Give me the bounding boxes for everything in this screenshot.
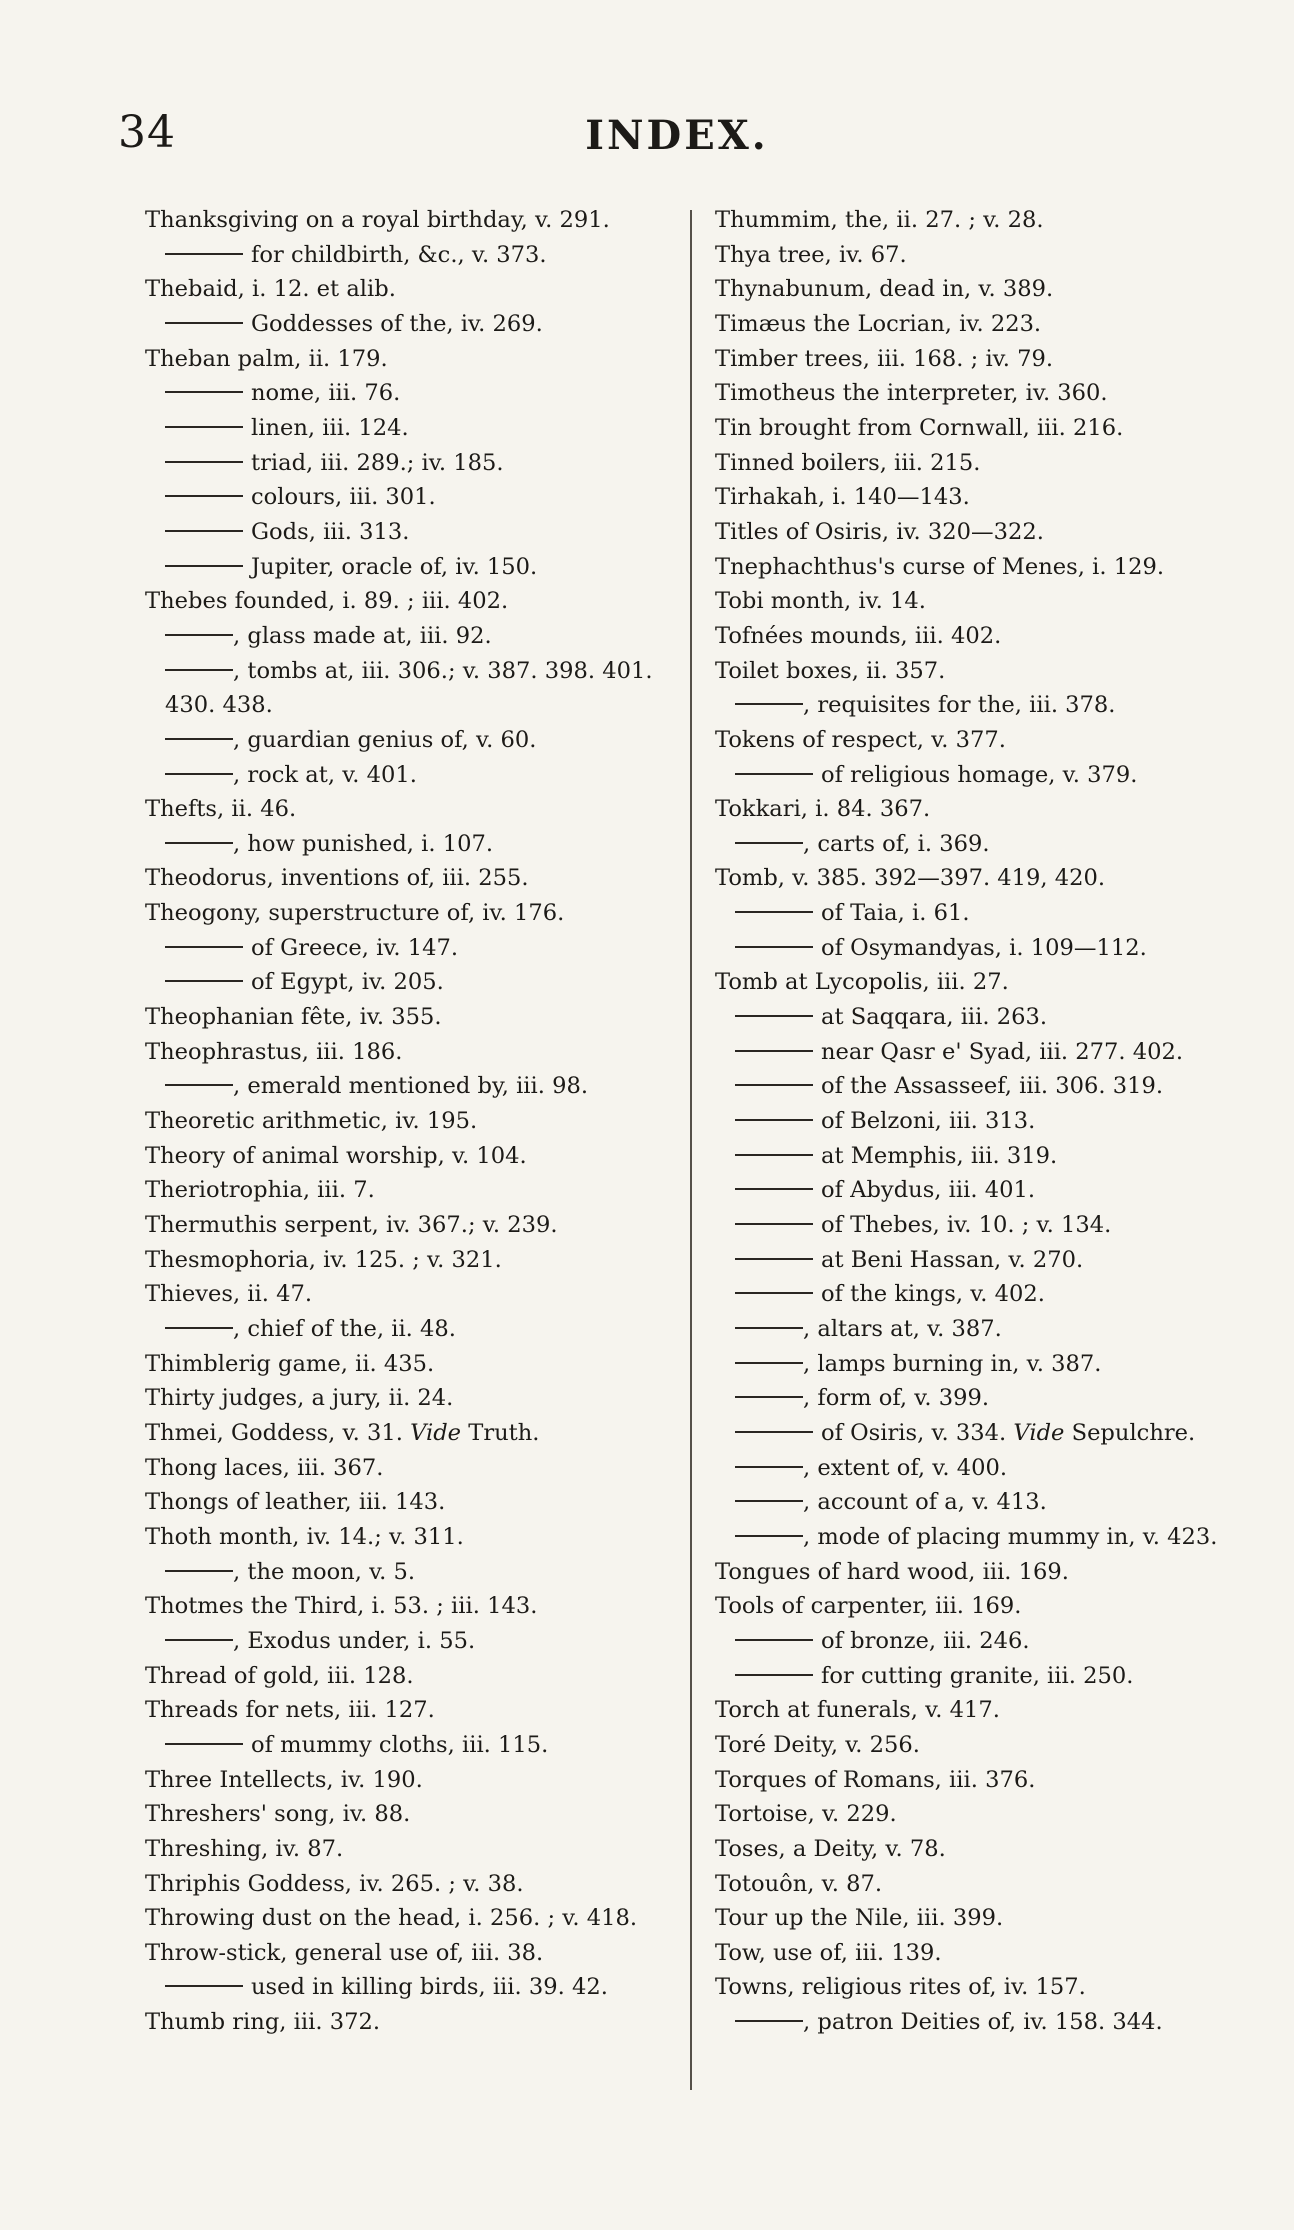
ditto-dash bbox=[165, 773, 233, 775]
index-entry-text: Thefts, ii. 46. bbox=[145, 796, 297, 823]
index-entry-text: Thread of gold, iii. 128. bbox=[145, 1662, 414, 1689]
index-entry bbox=[715, 515, 1255, 550]
ditto-dash bbox=[165, 1327, 233, 1329]
index-column-left bbox=[145, 203, 690, 2040]
index-entry bbox=[715, 376, 1255, 411]
index-entry bbox=[715, 1797, 1255, 1832]
ditto-dash bbox=[165, 461, 243, 463]
ditto-dash bbox=[735, 1466, 803, 1468]
index-entry-text: Thya tree, iv. 67. bbox=[715, 241, 907, 268]
index-entry-text: of Taia, i. 61. bbox=[821, 900, 970, 927]
index-entry bbox=[145, 584, 690, 619]
index-entry bbox=[145, 1347, 690, 1382]
index-entry-text: Timber trees, iii. 168. ; iv. 79. bbox=[715, 345, 1054, 372]
index-entry-text: near Qasr e' Syad, iii. 277. 402. bbox=[821, 1038, 1184, 1065]
index-entry bbox=[145, 827, 690, 862]
index-entry bbox=[145, 619, 690, 654]
ditto-dash bbox=[735, 1327, 803, 1329]
index-entry-text: Thanksgiving on a royal birthday, v. 291. bbox=[145, 207, 610, 233]
ditto-dash bbox=[735, 1500, 803, 1502]
index-entry-text: , account of a, v. 413. bbox=[803, 1489, 1047, 1516]
index-entry-text: Tomb, v. 385. 392—397. 419, 420. bbox=[715, 865, 1106, 892]
cross-reference-vide: Vide bbox=[1013, 1419, 1065, 1446]
index-entry bbox=[715, 619, 1255, 654]
index-entry-text: of Greece, iv. 147. bbox=[251, 934, 459, 961]
index-entry-text: , form of, v. 399. bbox=[803, 1385, 990, 1412]
index-entry bbox=[715, 827, 1255, 862]
index-entry bbox=[145, 1035, 690, 1070]
index-entry bbox=[715, 342, 1255, 377]
index-entry-text: , lamps burning in, v. 387. bbox=[803, 1350, 1102, 1377]
index-entry-text: , mode of placing mummy in, v. 423. bbox=[803, 1523, 1218, 1550]
index-entry bbox=[715, 1763, 1255, 1798]
index-entry bbox=[145, 1936, 690, 1971]
index-entry-text: Tokkari, i. 84. 367. bbox=[715, 796, 931, 823]
index-entry bbox=[145, 1069, 690, 1104]
index-entry bbox=[715, 272, 1255, 307]
index-entry bbox=[715, 792, 1255, 827]
ditto-dash bbox=[165, 946, 243, 948]
index-entry bbox=[145, 1451, 690, 1486]
index-entry-text: Theodorus, inventions of, iii. 255. bbox=[145, 865, 529, 892]
index-entry bbox=[145, 272, 690, 307]
index-entry-text: Tow, use of, iii. 139. bbox=[715, 1939, 942, 1966]
ditto-dash bbox=[165, 1985, 243, 1987]
index-entry-text: Thebaid, i. 12. et alib. bbox=[145, 276, 396, 303]
index-entry-text: , guardian genius of, v. 60. bbox=[233, 726, 537, 753]
index-entry bbox=[145, 1728, 690, 1763]
index-entry-text: Thongs of leather, iii. 143. bbox=[145, 1489, 446, 1516]
index-entry-text: linen, iii. 124. bbox=[251, 414, 409, 441]
index-entry bbox=[715, 550, 1255, 585]
ditto-dash bbox=[735, 1154, 813, 1156]
index-entry bbox=[145, 550, 690, 585]
index-entry bbox=[715, 1104, 1255, 1139]
index-entry bbox=[145, 1797, 690, 1832]
index-entry bbox=[715, 1069, 1255, 1104]
ditto-dash bbox=[735, 1362, 803, 1364]
index-entry bbox=[145, 480, 690, 515]
index-entry bbox=[145, 1312, 690, 1347]
index-entry-text: Thoth month, iv. 14.; v. 311. bbox=[145, 1523, 464, 1550]
index-entry-text: Thesmophoria, iv. 125. ; v. 321. bbox=[145, 1246, 502, 1273]
index-entry bbox=[715, 203, 1255, 238]
index-entry-text: Threads for nets, iii. 127. bbox=[145, 1697, 435, 1724]
index-entry-text: of Abydus, iii. 401. bbox=[821, 1177, 1036, 1204]
index-entry-text: of the kings, v. 402. bbox=[821, 1281, 1045, 1308]
index-entry-text: Theoretic arithmetic, iv. 195. bbox=[145, 1108, 478, 1135]
index-entry-text: of Belzoni, iii. 313. bbox=[821, 1108, 1036, 1135]
index-entry bbox=[145, 1277, 690, 1312]
index-entry bbox=[145, 1139, 690, 1174]
index-entry-text: Thriphis Goddess, iv. 265. ; v. 38. bbox=[145, 1870, 524, 1897]
index-entry bbox=[145, 1243, 690, 1278]
index-entry-text: Totouôn, v. 87. bbox=[715, 1870, 883, 1897]
index-column-right bbox=[715, 203, 1255, 2040]
ditto-dash bbox=[735, 1639, 813, 1641]
index-entry bbox=[145, 376, 690, 411]
index-entry bbox=[715, 1173, 1255, 1208]
page-number: 34 bbox=[118, 107, 176, 158]
index-entry bbox=[145, 861, 690, 896]
index-entry-text: Thynabunum, dead in, v. 389. bbox=[715, 276, 1054, 303]
index-entry-text: triad, iii. 289.; iv. 185. bbox=[251, 449, 504, 476]
index-entry-text: , rock at, v. 401. bbox=[233, 761, 417, 788]
index-entry-text: Theogony, superstructure of, iv. 176. bbox=[145, 900, 565, 927]
index-entry-text: used in killing birds, iii. 39. 42. bbox=[251, 1974, 608, 2001]
index-entry bbox=[715, 931, 1255, 966]
index-entry-text: Thimblerig game, ii. 435. bbox=[145, 1350, 435, 1377]
index-entry bbox=[715, 1555, 1255, 1590]
ditto-dash bbox=[735, 1535, 803, 1537]
index-entry-text: for childbirth, &c., v. 373. bbox=[251, 241, 547, 268]
index-entry bbox=[715, 2005, 1255, 2040]
index-entry bbox=[145, 1867, 690, 1902]
index-entry-text: of Egypt, iv. 205. bbox=[251, 969, 444, 996]
index-entry bbox=[145, 1832, 690, 1867]
ditto-dash bbox=[735, 703, 803, 705]
index-entry bbox=[145, 203, 690, 238]
ditto-dash bbox=[735, 1258, 813, 1260]
index-entry bbox=[145, 515, 690, 550]
index-entry-text: Thumb ring, iii. 372. bbox=[145, 2009, 380, 2036]
index-entry bbox=[715, 654, 1255, 689]
index-entry bbox=[715, 723, 1255, 758]
index-entry-text: Tongues of hard wood, iii. 169. bbox=[715, 1558, 1069, 1585]
ditto-dash bbox=[165, 495, 243, 497]
index-entry-text: Tokens of respect, v. 377. bbox=[715, 726, 1006, 753]
index-entry bbox=[715, 1485, 1255, 1520]
page-title: INDEX. bbox=[585, 112, 769, 159]
ditto-dash bbox=[735, 773, 813, 775]
ditto-dash bbox=[735, 1084, 813, 1086]
ditto-dash bbox=[165, 530, 243, 532]
ditto-dash bbox=[165, 391, 243, 393]
index-entry bbox=[145, 1763, 690, 1798]
ditto-dash bbox=[735, 1015, 813, 1017]
ditto-dash bbox=[165, 634, 233, 636]
index-entry-text: Three Intellects, iv. 190. bbox=[145, 1766, 423, 1793]
index-entry bbox=[715, 1347, 1255, 1382]
index-entry-text: Thummim, the, ii. 27. ; v. 28. bbox=[715, 207, 1044, 233]
index-entry-text: Torques of Romans, iii. 376. bbox=[715, 1766, 1036, 1793]
index-entry-text: at Memphis, iii. 319. bbox=[821, 1142, 1058, 1169]
index-entry bbox=[145, 307, 690, 342]
index-entry bbox=[715, 1208, 1255, 1243]
index-entry-text: of the Assasseef, iii. 306. 319. bbox=[821, 1073, 1163, 1100]
index-entry bbox=[715, 1035, 1255, 1070]
index-entry bbox=[715, 688, 1255, 723]
index-entry bbox=[145, 931, 690, 966]
index-entry-text: Toilet boxes, ii. 357. bbox=[715, 657, 946, 684]
index-entry bbox=[715, 1624, 1255, 1659]
index-entry bbox=[145, 446, 690, 481]
index-entry-text: of religious homage, v. 379. bbox=[821, 761, 1138, 788]
index-entry bbox=[715, 1659, 1255, 1694]
index-entry bbox=[715, 1693, 1255, 1728]
index-entry-text: Tirhakah, i. 140—143. bbox=[715, 484, 970, 511]
index-entry-text: Theophanian fête, iv. 355. bbox=[145, 1004, 442, 1031]
ditto-dash bbox=[735, 1431, 813, 1433]
index-entry-text: Toré Deity, v. 256. bbox=[715, 1731, 920, 1758]
index-entry-text: colours, iii. 301. bbox=[251, 484, 436, 511]
index-entry-text: for cutting granite, iii. 250. bbox=[821, 1662, 1134, 1689]
index-entry-text: Thong laces, iii. 367. bbox=[145, 1454, 384, 1481]
page-header bbox=[0, 108, 1294, 168]
index-entry bbox=[715, 411, 1255, 446]
index-entry bbox=[715, 1381, 1255, 1416]
index-entry-text: Thotmes the Third, i. 53. ; iii. 143. bbox=[145, 1593, 538, 1620]
index-entry bbox=[715, 896, 1255, 931]
ditto-dash bbox=[165, 1570, 233, 1572]
index-entry-text: Theory of animal worship, v. 104. bbox=[145, 1142, 527, 1169]
ditto-dash bbox=[735, 2020, 803, 2022]
index-entry bbox=[715, 1936, 1255, 1971]
index-entry-text: Throw-stick, general use of, iii. 38. bbox=[145, 1939, 544, 1966]
index-entry-text: , tombs at, iii. 306.; v. 387. 398. 401. 430. 438. bbox=[165, 657, 653, 719]
index-entry bbox=[145, 1104, 690, 1139]
ditto-dash bbox=[165, 842, 233, 844]
index-entry-text: Titles of Osiris, iv. 320—322. bbox=[715, 518, 1044, 545]
ditto-dash bbox=[735, 1188, 813, 1190]
index-entry bbox=[715, 1451, 1255, 1486]
ditto-dash bbox=[165, 980, 243, 982]
index-entry bbox=[145, 1624, 690, 1659]
index-entry bbox=[145, 1520, 690, 1555]
cross-reference-vide: Vide bbox=[410, 1419, 462, 1446]
index-entry bbox=[715, 1728, 1255, 1763]
index-entry-text: Tomb at Lycopolis, iii. 27. bbox=[715, 969, 1009, 996]
index-entry bbox=[715, 480, 1255, 515]
index-entry bbox=[715, 1312, 1255, 1347]
index-entry-text: Tour up the Nile, iii. 399. bbox=[715, 1905, 1004, 1932]
index-entry bbox=[715, 584, 1255, 619]
index-entry-text: Timæus the Locrian, iv. 223. bbox=[715, 310, 1042, 337]
index-entry bbox=[145, 1173, 690, 1208]
ditto-dash bbox=[165, 1743, 243, 1745]
index-entry-text: , carts of, i. 369. bbox=[803, 830, 990, 857]
index-entry-text: Thieves, ii. 47. bbox=[145, 1281, 313, 1308]
index-entry bbox=[715, 965, 1255, 1000]
index-entry-text: Tofnées mounds, iii. 402. bbox=[715, 622, 1002, 649]
index-entry bbox=[715, 758, 1255, 793]
index-entry-text: Toses, a Deity, v. 78. bbox=[715, 1835, 946, 1862]
index-entry bbox=[145, 1381, 690, 1416]
index-entry bbox=[145, 1659, 690, 1694]
index-entry-text: at Beni Hassan, v. 270. bbox=[821, 1246, 1084, 1273]
index-entry bbox=[145, 758, 690, 793]
ditto-dash bbox=[735, 1050, 813, 1052]
index-entry-text: Theban palm, ii. 179. bbox=[145, 345, 388, 372]
ditto-dash bbox=[165, 426, 243, 428]
index-entry-text: Jupiter, oracle of, iv. 150. bbox=[251, 553, 538, 580]
index-entry bbox=[715, 1520, 1255, 1555]
index-entry-text: , patron Deities of, iv. 158. 344. bbox=[803, 2009, 1163, 2036]
index-entry-text: , altars at, v. 387. bbox=[803, 1316, 1002, 1342]
index-entry-text: Tools of carpenter, iii. 169. bbox=[715, 1593, 1022, 1620]
index-entry-text: , how punished, i. 107. bbox=[233, 830, 494, 857]
ditto-dash bbox=[735, 911, 813, 913]
index-entry-text: Tortoise, v. 229. bbox=[715, 1801, 897, 1828]
index-entry bbox=[145, 1416, 690, 1451]
cross-reference-target: Truth. bbox=[461, 1419, 540, 1446]
ditto-dash bbox=[735, 1292, 813, 1294]
index-entry bbox=[145, 1901, 690, 1936]
index-entry bbox=[145, 1555, 690, 1590]
index-entry-text: Theriotrophia, iii. 7. bbox=[145, 1177, 375, 1204]
index-entry-text: Tinned boilers, iii. 215. bbox=[715, 449, 981, 476]
ditto-dash bbox=[165, 1639, 233, 1641]
index-entry bbox=[715, 238, 1255, 273]
ditto-dash bbox=[735, 1396, 803, 1398]
index-entry bbox=[145, 896, 690, 931]
ditto-dash bbox=[165, 565, 243, 567]
index-entry-text: , requisites for the, iii. 378. bbox=[803, 692, 1116, 719]
index-entry bbox=[715, 1277, 1255, 1312]
ditto-dash bbox=[165, 669, 233, 671]
ditto-dash bbox=[165, 322, 243, 324]
column-divider bbox=[690, 210, 692, 2090]
index-entry-text: nome, iii. 76. bbox=[251, 380, 401, 407]
index-entry-text: Thermuthis serpent, iv. 367.; v. 239. bbox=[145, 1212, 558, 1239]
index-entry-text: Gods, iii. 313. bbox=[251, 518, 410, 545]
index-entry bbox=[145, 2005, 690, 2040]
index-entry bbox=[145, 965, 690, 1000]
index-entry-text: Thirty judges, a jury, ii. 24. bbox=[145, 1385, 454, 1412]
index-entry bbox=[145, 723, 690, 758]
index-entry-text: Threshers' song, iv. 88. bbox=[145, 1801, 411, 1828]
index-entry bbox=[715, 1832, 1255, 1867]
index-entry-text: at Saqqara, iii. 263. bbox=[821, 1004, 1048, 1031]
index-entry-text: of Thebes, iv. 10. ; v. 134. bbox=[821, 1212, 1112, 1239]
index-entry bbox=[145, 238, 690, 273]
index-entry-text: Theophrastus, iii. 186. bbox=[145, 1038, 403, 1065]
index-entry-text: Threshing, iv. 87. bbox=[145, 1835, 344, 1862]
index-entry bbox=[145, 1970, 690, 2005]
index-entry-text: Tnephachthus's curse of Menes, i. 129. bbox=[715, 553, 1165, 580]
index-entry bbox=[715, 1416, 1255, 1451]
index-entry bbox=[145, 1208, 690, 1243]
index-entry-text: , extent of, v. 400. bbox=[803, 1454, 1008, 1481]
index-entry bbox=[715, 1589, 1255, 1624]
index-entry-text: , Exodus under, i. 55. bbox=[233, 1627, 476, 1654]
index-entry bbox=[715, 1970, 1255, 2005]
index-entry-text: Torch at funerals, v. 417. bbox=[715, 1697, 1000, 1724]
ditto-dash bbox=[165, 253, 243, 255]
index-entry-text: of Osiris, v. 334. bbox=[821, 1419, 1014, 1446]
index-entry bbox=[145, 1485, 690, 1520]
index-entry-text: Towns, religious rites of, iv. 157. bbox=[715, 1974, 1086, 2001]
ditto-dash bbox=[165, 738, 233, 740]
index-entry-text: , emerald mentioned by, iii. 98. bbox=[233, 1073, 589, 1100]
index-entry bbox=[145, 1693, 690, 1728]
index-entry bbox=[145, 792, 690, 827]
index-entry bbox=[715, 1139, 1255, 1174]
ditto-dash bbox=[735, 1223, 813, 1225]
cross-reference-target: Sepulchre. bbox=[1064, 1419, 1196, 1446]
index-entry-text: of Osymandyas, i. 109—112. bbox=[821, 934, 1147, 961]
ditto-dash bbox=[735, 1674, 813, 1676]
index-entry bbox=[145, 1000, 690, 1035]
index-entry bbox=[715, 1901, 1255, 1936]
index-entry-text: Tobi month, iv. 14. bbox=[715, 588, 926, 615]
index-entry-text: , chief of the, ii. 48. bbox=[233, 1316, 456, 1342]
index-entry bbox=[145, 1589, 690, 1624]
index-entry bbox=[715, 1000, 1255, 1035]
index-entry bbox=[715, 861, 1255, 896]
index-entry bbox=[715, 307, 1255, 342]
index-entry bbox=[145, 411, 690, 446]
index-entry-text: Tin brought from Cornwall, iii. 216. bbox=[715, 414, 1124, 441]
index-entry-text: , the moon, v. 5. bbox=[233, 1558, 416, 1585]
index-entry-text: , glass made at, iii. 92. bbox=[233, 622, 492, 649]
ditto-dash bbox=[735, 1119, 813, 1121]
index-entry-text: of bronze, iii. 246. bbox=[821, 1627, 1030, 1654]
index-entry bbox=[145, 342, 690, 377]
index-entry-text: Throwing dust on the head, i. 256. ; v. 418. bbox=[145, 1905, 638, 1932]
index-entry-text: Timotheus the interpreter, iv. 360. bbox=[715, 380, 1108, 407]
index-entry bbox=[715, 1243, 1255, 1278]
index-entry bbox=[145, 654, 690, 723]
ditto-dash bbox=[735, 842, 803, 844]
index-entry-text: Thmei, Goddess, v. 31. bbox=[145, 1419, 411, 1446]
index-entry bbox=[715, 1867, 1255, 1902]
index-entry-text: Goddesses of the, iv. 269. bbox=[251, 310, 543, 337]
index-entry-text: Thebes founded, i. 89. ; iii. 402. bbox=[145, 588, 509, 615]
index-entry bbox=[715, 446, 1255, 481]
index-entry-text: of mummy cloths, iii. 115. bbox=[251, 1731, 549, 1758]
ditto-dash bbox=[165, 1084, 233, 1086]
ditto-dash bbox=[735, 946, 813, 948]
